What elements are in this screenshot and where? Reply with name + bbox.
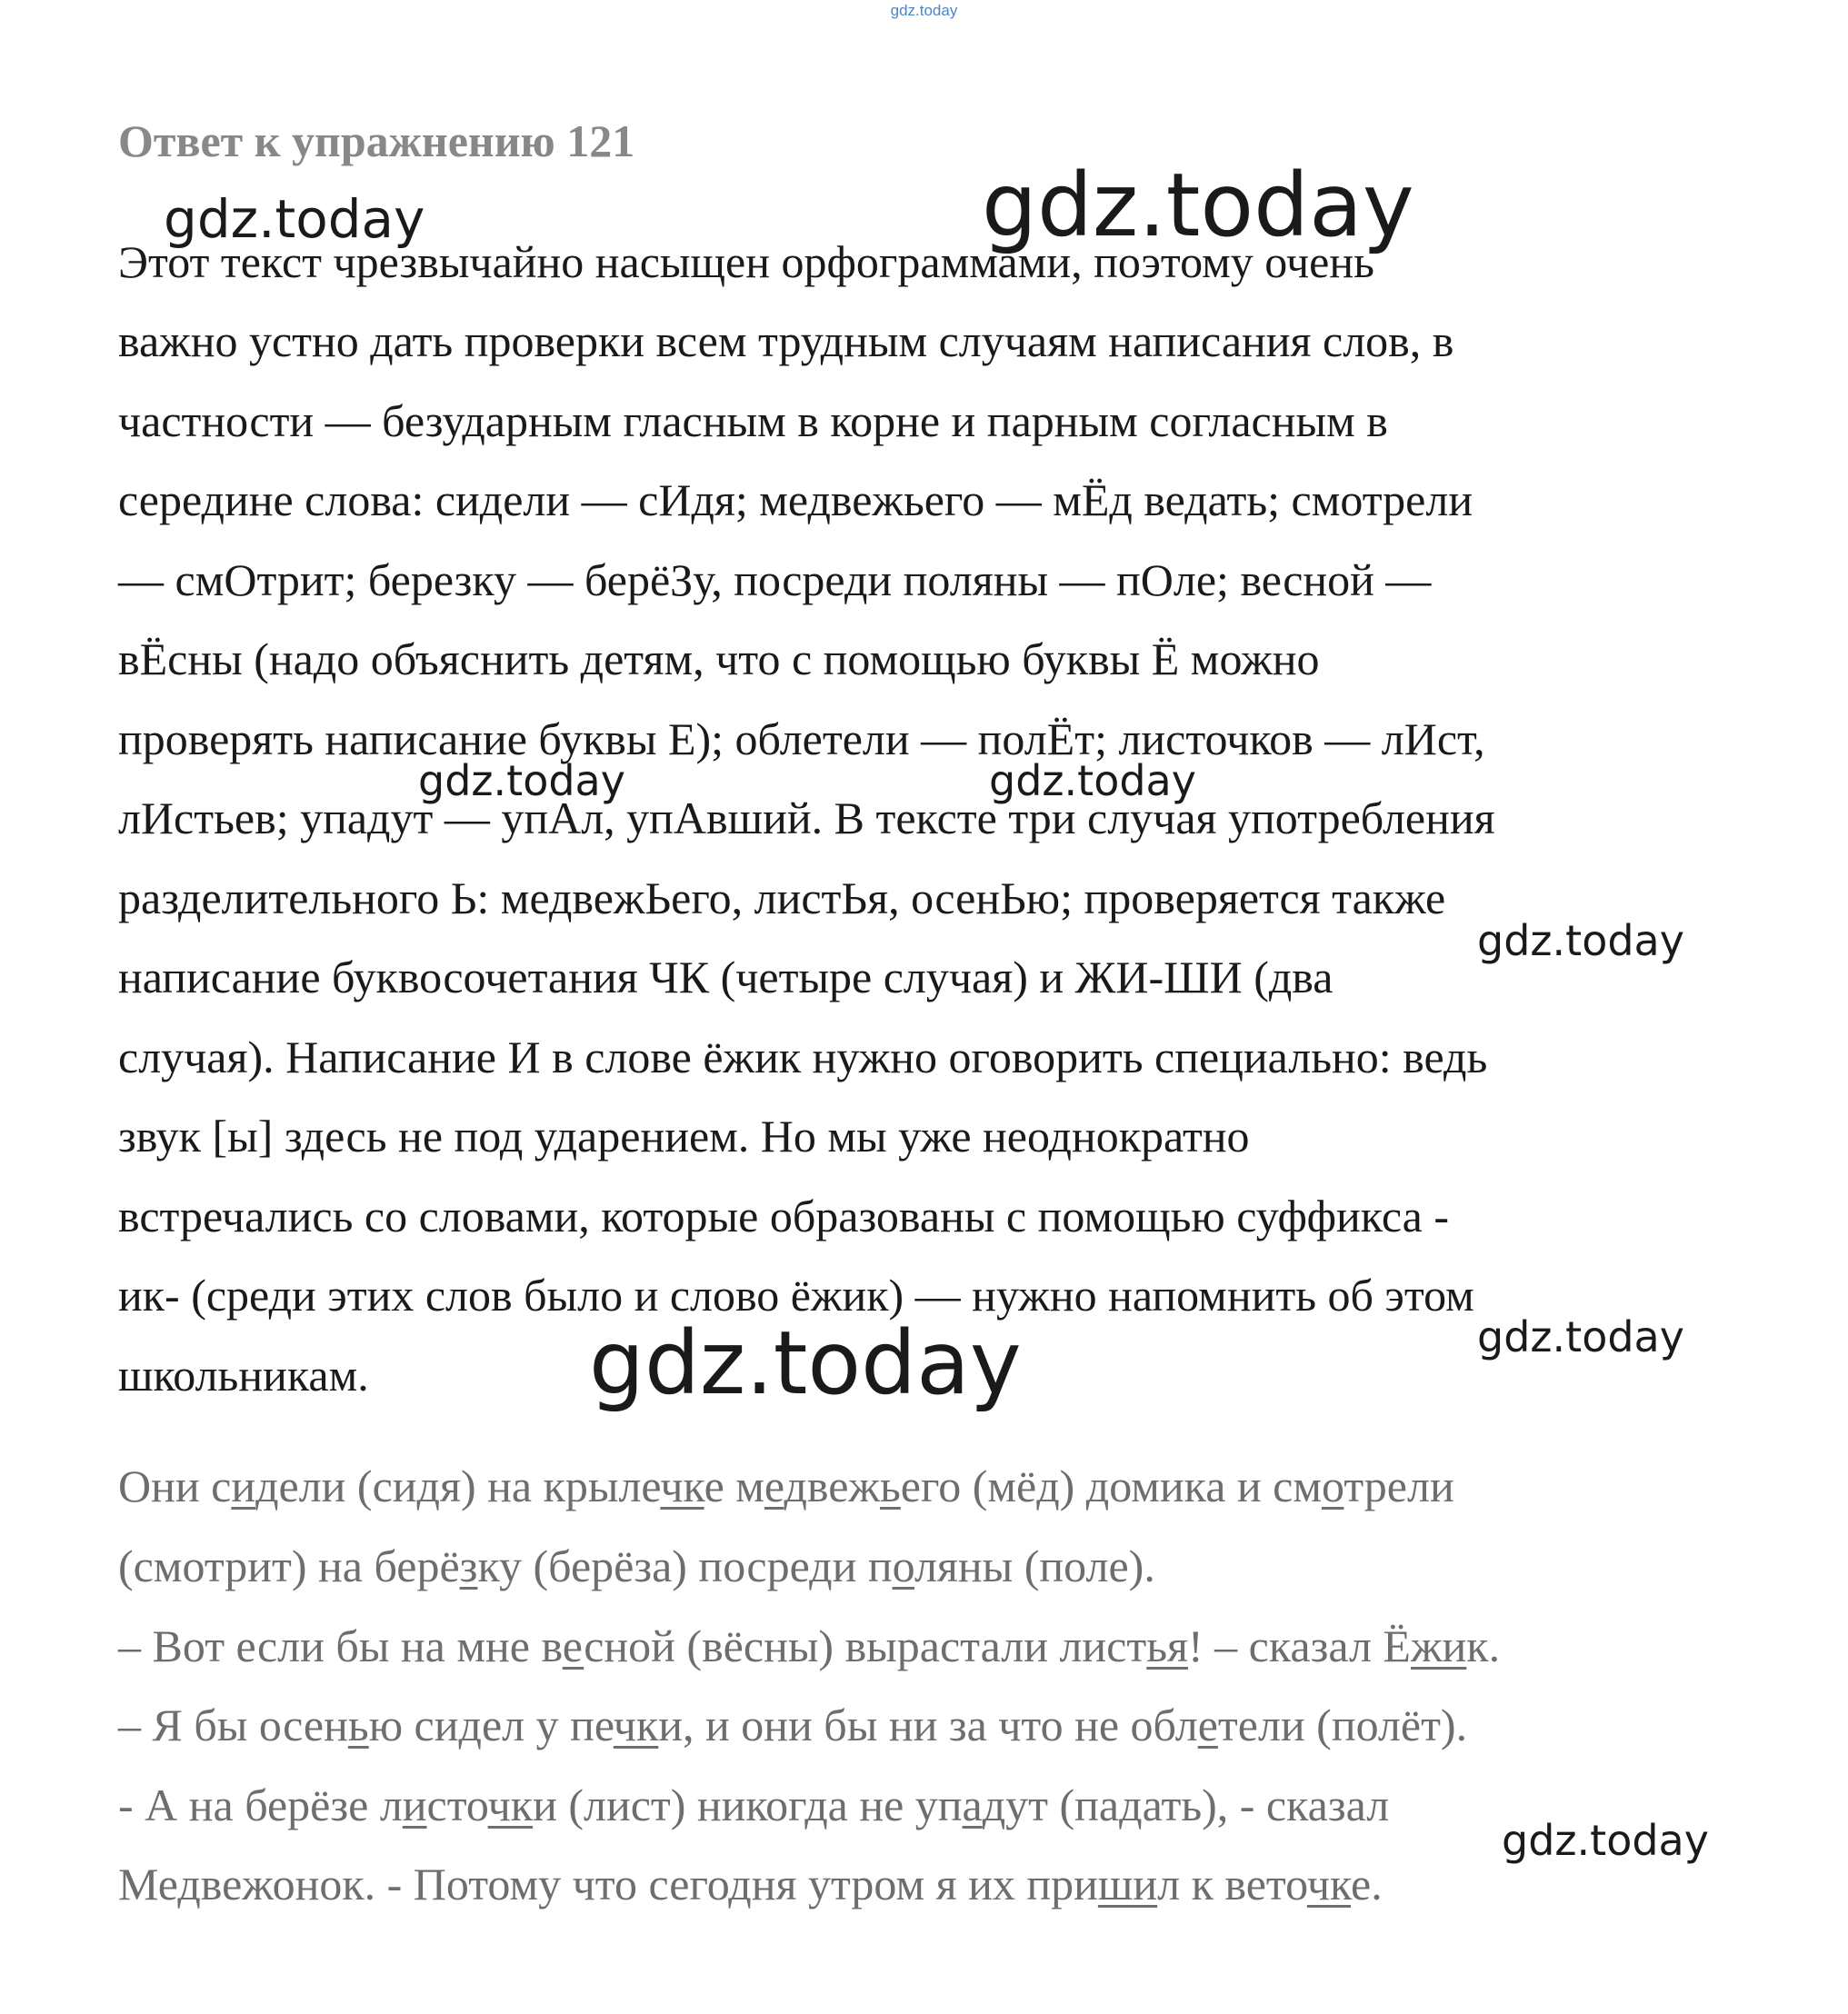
story-text-segment: ! – сказал Ё bbox=[1188, 1620, 1411, 1671]
story-text-segment: его (мёд) домика и см bbox=[900, 1461, 1322, 1511]
story-line bbox=[118, 1778, 1389, 1832]
underlined-letters: о bbox=[892, 1540, 914, 1591]
answer-line: школьникам. bbox=[118, 1350, 369, 1401]
underlined-letters: о bbox=[1322, 1461, 1344, 1511]
story-text-segment: трели bbox=[1344, 1461, 1454, 1511]
underlined-letters: з bbox=[459, 1540, 478, 1591]
watermark: gdz.today bbox=[418, 756, 625, 805]
watermark: gdz.today bbox=[1502, 1816, 1709, 1865]
story-text-segment: и, и они бы ни за что не обл bbox=[658, 1700, 1198, 1750]
story-line bbox=[118, 1619, 1500, 1673]
story-text-segment: сто bbox=[426, 1780, 488, 1830]
story-text-segment: ляны (поле). bbox=[914, 1540, 1155, 1591]
underlined-letters: е bbox=[1197, 1700, 1218, 1750]
underlined-letters: ья bbox=[1146, 1620, 1189, 1671]
story-text-segment: (смотрит) на берё bbox=[118, 1540, 460, 1591]
answer-line: написание буквосочетания ЧК (четыре случая) и ЖИ-ШИ (два bbox=[118, 952, 1334, 1002]
answer-line: середине слова: сидели — сИдя; медвежьего — мЁд ведать; смотрели bbox=[118, 474, 1473, 525]
answer-line: вЁсны (надо объяснить детям, что с помощью буквы Ё можно bbox=[118, 633, 1320, 684]
story-text-segment: сной (вёсны) вырастали лист bbox=[584, 1620, 1147, 1671]
story-line bbox=[118, 1459, 1454, 1513]
underlined-letters: и bbox=[402, 1780, 427, 1830]
story-text-segment: л к вето bbox=[1157, 1859, 1307, 1909]
underlined-letters: а bbox=[962, 1780, 983, 1830]
watermark: gdz.today bbox=[589, 1312, 1022, 1414]
answer-line: ик- (среди этих слов было и слово ёжик) — нужно напомнить об этом bbox=[118, 1270, 1474, 1321]
story-text-segment: ку (берёза) посреди п bbox=[477, 1540, 893, 1591]
underlined-letters: ь bbox=[347, 1700, 369, 1750]
underlined-letters: ь bbox=[879, 1461, 901, 1511]
watermark: gdz.today bbox=[989, 756, 1196, 805]
story-text-segment: к. bbox=[1466, 1620, 1501, 1671]
story-text-segment: – Вот если бы на мне в bbox=[118, 1620, 563, 1671]
answer-line: частности — безударным гласным в корне и парным согласным в bbox=[118, 395, 1388, 446]
answer-line: — смОтрит; березку — берёЗу, посреди поляны — пОле; весной — bbox=[118, 554, 1432, 605]
story-line bbox=[118, 1698, 1467, 1752]
story-text-segment: и (лист) никогда не уп bbox=[533, 1780, 963, 1830]
story-line bbox=[118, 1539, 1155, 1593]
story-text-segment: е. bbox=[1351, 1859, 1383, 1909]
answer-line: звук [ы] здесь не под ударением. Но мы уже неоднократно bbox=[118, 1111, 1250, 1162]
story-text-segment: ю сидел у пе bbox=[368, 1700, 614, 1750]
answer-line: важно устно дать проверки всем трудным случаям написания слов, в bbox=[118, 315, 1454, 366]
watermark: gdz.today bbox=[1477, 1312, 1684, 1361]
underlined-letters: е bbox=[562, 1620, 584, 1671]
answer-line: лИстьев; упадут — упАл, упАвший. В тексте три случая употребления bbox=[118, 793, 1495, 843]
answer-line: проверять написание буквы Е); облетели — полЁт; листочков — лИст, bbox=[118, 713, 1485, 764]
story-text-segment: е м bbox=[704, 1461, 764, 1511]
story-text-segment: дели (сидя) на крыле bbox=[255, 1461, 661, 1511]
story-text-segment: Медвежонок. - Потому что сегодня утром я их при bbox=[118, 1859, 1098, 1909]
story-text-segment: дут (падать), - сказал bbox=[982, 1780, 1390, 1830]
answer-line: встречались со словами, которые образованы с помощью суффикса - bbox=[118, 1191, 1449, 1241]
underlined-letters: чк bbox=[660, 1461, 704, 1511]
page-title: Ответ к упражнению 121 bbox=[118, 115, 635, 166]
underlined-letters: чк bbox=[487, 1780, 534, 1830]
story-text-segment: - А на берёзе л bbox=[118, 1780, 403, 1830]
watermark: gdz.today bbox=[164, 188, 425, 250]
underlined-letters: чк bbox=[1306, 1859, 1352, 1909]
underlined-letters: жи bbox=[1410, 1620, 1467, 1671]
site-mark: gdz.today bbox=[890, 2, 958, 19]
story-line bbox=[118, 1857, 1383, 1911]
story-text-segment: тели (полёт). bbox=[1217, 1700, 1468, 1750]
watermark: gdz.today bbox=[982, 155, 1414, 256]
story-text-segment: – Я бы осен bbox=[118, 1700, 348, 1750]
answer-line: разделительного Ь: медвежЬего, листЬя, осенЬю; проверяется также bbox=[118, 872, 1446, 923]
underlined-letters: и bbox=[231, 1461, 256, 1511]
underlined-letters: чк bbox=[613, 1700, 659, 1750]
story-text-segment: Они с bbox=[118, 1461, 232, 1511]
answer-line: случая). Написание И в слове ёжик нужно оговорить специально: ведь bbox=[118, 1032, 1488, 1082]
watermark: gdz.today bbox=[1477, 916, 1684, 965]
answer-line: Этот текст чрезвычайно насыщен орфограммами, поэтому очень bbox=[118, 236, 1374, 287]
story-text-segment: двеж bbox=[784, 1461, 880, 1511]
underlined-letters: ши bbox=[1097, 1859, 1158, 1909]
underlined-letters: е bbox=[764, 1461, 784, 1511]
